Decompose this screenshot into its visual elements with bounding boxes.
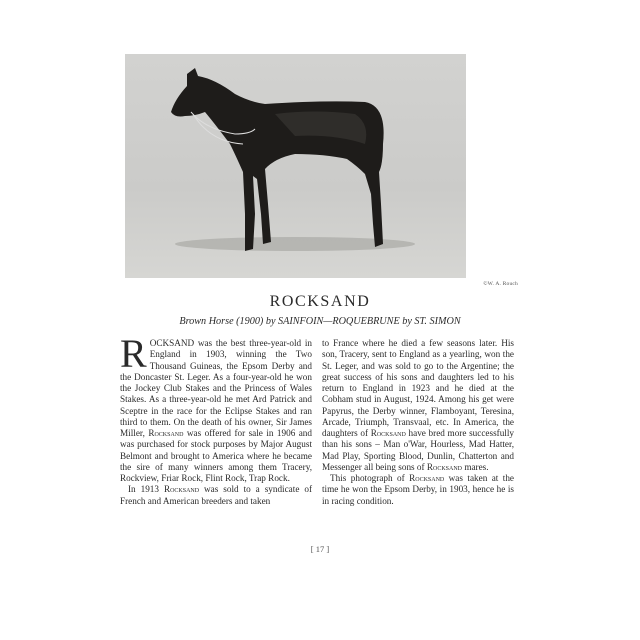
paragraph-text: In 1913	[128, 484, 164, 495]
text-column-left	[120, 331, 313, 507]
paragraph	[120, 484, 312, 507]
drop-cap: R	[120, 331, 147, 376]
paragraph-text: OCKSAND was the best three-year-old in England in 1903, winning the Two Thousand Guineas, the Epsom Derby and the Doncaster St. Leger. As a four-year-old he won the Jockey Club Stakes and the Princess of Wales Stakes. As a three-year-old he met Ard Patrick and Sceptre in the race for the Eclipse Stakes and ran third to them. On the death of his owner, Sir James Miller,	[120, 338, 312, 438]
paragraph-text: to France where he died a few seasons later. His son, Tracery, sent to England as a yearling, won the St. Leger, and was sold to go to the Argentine; the great success of his sons and daughters led to his return to England in 1923 and he died at the Cobham stud in August, 1924. Among his get were Papyrus, the Derby winner, Flamboyant, Teresina, Arcade, Triumph, Transvaal, etc. In America, the daughters of	[322, 338, 514, 438]
paragraph-text: This photograph of	[330, 473, 410, 483]
horse-photograph	[125, 54, 466, 278]
paragraph-text: was sold to a syndicate of French and American breeders and taken	[120, 484, 313, 506]
paragraph-text: was taken at the time he won the Epsom Derby, in 1903, hence he is in racing condition.	[322, 473, 514, 506]
text-column-right	[322, 338, 514, 507]
paragraph-text: mares.	[462, 461, 489, 472]
paragraph-text: have bred more successfully than his sons – Man o'War, Hourless, Mad Hatter, Mad Play, Sporting Blood, Dunlin, Chatterton and Messenger all being sons of	[322, 428, 514, 472]
horse-name: Rocksand	[163, 484, 200, 495]
horse-name: Rocksand	[426, 461, 463, 472]
horse-name: Rocksand	[409, 473, 445, 483]
page-title: ROCKSAND	[269, 293, 371, 310]
horse-name: Rocksand	[148, 428, 184, 438]
paragraph-text: was offered for sale in 1906 and was purchased for stock purposes by Major August Belmont and brought to America where he became the sire of many winners among them Tracery, Rockview, Friar Rock, Flint Rock, Trap Rock.	[120, 428, 312, 483]
horse-name: Rocksand	[370, 428, 406, 438]
photo-credit: ©W. A. Rouch	[483, 281, 518, 287]
pedigree-subtitle: Brown Horse (1900) by SAINFOIN—ROQUEBRUNE by ST. SIMON	[179, 316, 461, 327]
page-number: [ 17 ]	[310, 544, 330, 554]
paragraph	[322, 473, 514, 507]
horse-illustration	[125, 54, 466, 278]
paragraph	[120, 331, 312, 484]
paragraph	[322, 338, 514, 473]
